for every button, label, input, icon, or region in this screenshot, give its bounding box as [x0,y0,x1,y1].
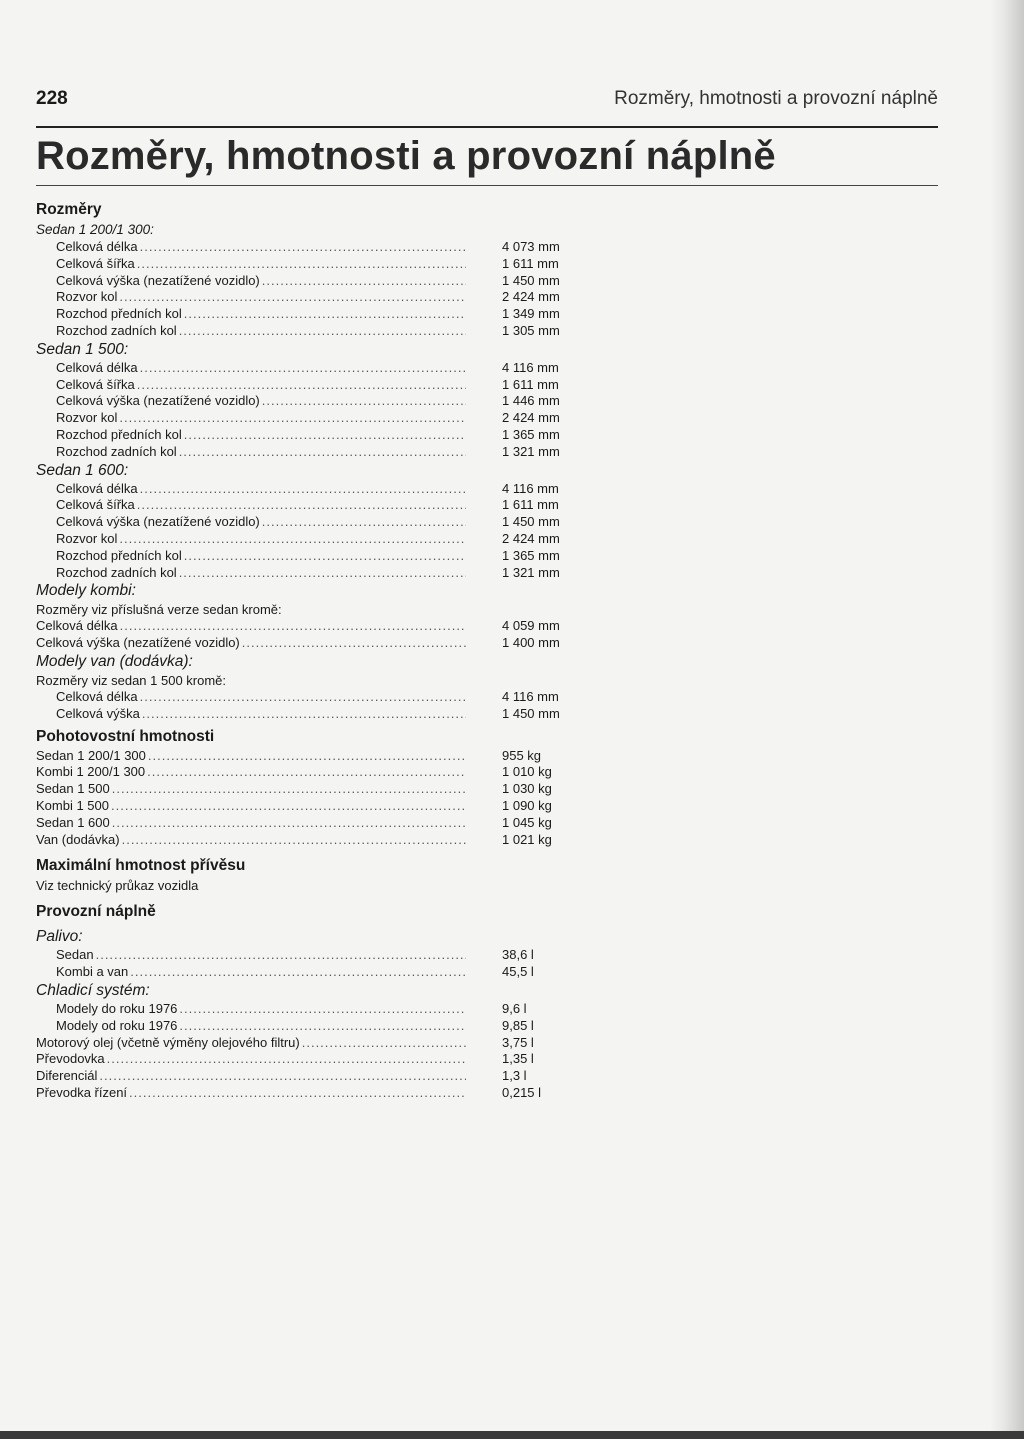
spec-row [36,781,596,798]
spec-row [36,239,596,256]
group-sedan-1600 [36,481,596,582]
spec-value: 1 021 kg [502,831,552,847]
spec-label: Celková výška (nezatížené vozidlo) [36,635,240,651]
spec-value: 4 116 mm [502,688,559,704]
spec-value: 1 030 kg [502,781,552,797]
spec-value: 1 450 mm [502,272,560,288]
spec-row [36,748,596,765]
spec-label: Rozchod předních kol [56,306,182,322]
leader-dots [119,410,466,427]
subheading-palivo: Palivo: [36,928,83,946]
group-kombi [36,618,596,652]
spec-content [36,196,596,1102]
spec-label: Celková výška (nezatížené vozidlo) [56,272,260,288]
leader-dots [130,964,466,981]
spec-row [36,444,596,461]
group-chlazeni [36,1001,596,1035]
spec-label: Celková délka [36,618,118,634]
leader-dots [242,635,466,652]
spec-row [36,481,596,498]
spec-row [36,964,596,981]
section-heading-hmotnosti: Pohotovostní hmotnosti [36,727,215,745]
spec-row [36,531,596,548]
spec-label: Sedan [56,947,94,963]
spec-value: 9,6 l [502,1000,527,1016]
spec-row [36,393,596,410]
spec-row [36,618,596,635]
group-ostatni [36,1035,596,1102]
leader-dots [119,531,466,548]
spec-label: Celková délka [56,688,138,704]
spec-value: 9,85 l [502,1017,534,1033]
leader-dots [262,393,466,410]
spec-row [36,360,596,377]
leader-dots [148,748,466,765]
spec-label: Celková délka [56,480,138,496]
spec-row [36,497,596,514]
spec-value: 45,5 l [502,964,534,980]
subheading-kombi: Modely kombi: [36,582,136,600]
leader-dots [184,306,466,323]
leader-dots [262,514,466,531]
leader-dots [179,1018,466,1035]
leader-dots [179,444,466,461]
spec-label: Celková výška (nezatížené vozidlo) [56,514,260,530]
leader-dots [147,764,466,781]
page-title: Rozměry, hmotnosti a provozní náplně [36,134,776,178]
leader-dots [137,377,466,394]
spec-label: Sedan 1 600 [36,814,110,830]
leader-dots [302,1035,466,1052]
spec-value: 3,75 l [502,1034,534,1050]
leader-dots [140,481,466,498]
leader-dots [122,832,466,849]
spec-row [36,306,596,323]
spec-value: 2 424 mm [502,410,560,426]
spec-row [36,689,596,706]
title-rule [36,185,938,186]
leader-dots [142,706,466,723]
spec-label: Celková délka [56,239,138,254]
spec-value: 1 045 kg [502,814,552,830]
spec-value: 1 611 mm [502,255,559,271]
leader-dots [262,273,466,290]
leader-dots [184,427,466,444]
spec-row [36,1035,596,1052]
spec-label: Modely od roku 1976 [56,1017,178,1033]
leader-dots [120,618,466,635]
page-edge-shadow [990,0,1024,1439]
spec-value: 1 321 mm [502,443,560,459]
leader-dots [107,1051,466,1068]
group-palivo [36,947,596,981]
spec-value: 1 321 mm [502,564,560,580]
leader-dots [179,565,466,582]
subheading-chlazeni: Chladicí systém: [36,981,150,999]
spec-value: 4 116 mm [502,359,559,375]
leader-dots [99,1068,466,1085]
spec-value: 1 450 mm [502,514,560,530]
leader-dots [140,689,466,706]
group-sedan-1500 [36,360,596,461]
spec-label: Sedan 1 500 [36,781,110,797]
spec-value: 4 116 mm [502,480,559,496]
spec-row [36,323,596,340]
spec-row [36,1085,596,1102]
spec-value: 4 059 mm [502,618,560,634]
spec-row [36,514,596,531]
spec-row [36,273,596,290]
spec-row [36,565,596,582]
note-van: Rozměry viz sedan 1 500 kromě: [36,672,227,688]
subheading-van: Modely van (dodávka): [36,652,193,670]
page-number: 228 [36,88,68,109]
spec-row [36,410,596,427]
note-kombi: Rozměry viz příslušná verze sedan kromě: [36,602,282,618]
spec-row [36,377,596,394]
leader-dots [137,256,466,273]
spec-label: Kombi 1 200/1 300 [36,764,146,780]
spec-row [36,798,596,815]
spec-label: Rozvor kol [56,289,118,305]
spec-value: 955 kg [502,747,542,763]
spec-value: 1,3 l [502,1068,527,1084]
spec-row [36,427,596,444]
spec-label: Sedan 1 200/1 300 [36,747,146,763]
spec-value: 1 400 mm [502,635,560,651]
subheading-sedan-1600: Sedan 1 600: [36,461,129,479]
spec-value: 1 349 mm [502,306,560,322]
spec-value: 1 611 mm [502,497,559,513]
spec-label: Kombi a van [56,964,129,980]
spec-value: 38,6 l [502,947,534,963]
spec-value: 0,215 l [502,1084,542,1100]
spec-value: 2 424 mm [502,530,560,546]
spec-value: 2 424 mm [502,289,560,305]
leader-dots [137,497,466,514]
top-rule [36,126,938,128]
spec-row [36,706,596,723]
spec-label: Celková šířka [56,376,135,392]
spec-label: Rozchod zadních kol [56,322,177,338]
leader-dots [119,289,466,306]
note-privesy: Viz technický průkaz vozidla [36,878,199,894]
spec-label: Celková výška (nezatížené vozidlo) [56,393,260,409]
spec-label: Převodka řízení [36,1084,128,1100]
leader-dots [140,239,466,256]
spec-value: 1,35 l [502,1051,534,1067]
spec-row [36,635,596,652]
spec-label: Rozvor kol [56,530,118,546]
section-heading-napln: Provozní náplně [36,903,156,921]
subheading-sedan-1200: Sedan 1 200/1 300: [36,222,154,237]
section-heading-rozmery: Rozměry [36,201,102,218]
spec-value: 1 446 mm [502,393,560,409]
spec-value: 4 073 mm [502,239,560,254]
spec-row [36,947,596,964]
spec-label: Celková výška [56,705,140,721]
leader-dots [140,360,466,377]
spec-label: Rozvor kol [56,410,118,426]
scan-bottom-edge [0,1431,1024,1439]
spec-row [36,832,596,849]
leader-dots [111,798,466,815]
group-sedan-1200 [36,239,596,340]
spec-label: Modely do roku 1976 [56,1000,178,1016]
group-van [36,689,596,723]
spec-row [36,764,596,781]
spec-label: Převodovka [36,1051,105,1067]
running-head: Rozměry, hmotnosti a provozní náplně [614,88,938,109]
spec-value: 1 365 mm [502,426,560,442]
spec-row [36,815,596,832]
spec-label: Celková délka [56,359,138,375]
spec-value: 1 611 mm [502,376,559,392]
leader-dots [184,548,466,565]
spec-row [36,1068,596,1085]
leader-dots [179,1001,466,1018]
spec-label: Van (dodávka) [36,831,120,847]
section-heading-privesy: Maximální hmotnost přívěsu [36,857,246,875]
subheading-sedan-1500: Sedan 1 500: [36,340,129,358]
spec-value: 1 450 mm [502,705,560,721]
spec-label: Rozchod předních kol [56,547,182,563]
spec-label: Rozchod předních kol [56,426,182,442]
spec-label: Rozchod zadních kol [56,443,177,459]
leader-dots [112,781,466,798]
spec-label: Celková šířka [56,497,135,513]
spec-value: 1 305 mm [502,322,560,338]
spec-value: 1 090 kg [502,797,552,813]
leader-dots [129,1085,466,1102]
leader-dots [112,815,466,832]
spec-row [36,289,596,306]
leader-dots [96,947,466,964]
leader-dots [179,323,466,340]
spec-label: Rozchod zadních kol [56,564,177,580]
spec-label: Celková šířka [56,255,135,271]
spec-row [36,548,596,565]
group-hmotnosti [36,748,596,849]
spec-label: Motorový olej (včetně výměny olejového filtru) [36,1034,300,1050]
spec-label: Diferenciál [36,1068,98,1084]
spec-label: Kombi 1 500 [36,797,109,813]
spec-row [36,1018,596,1035]
spec-value: 1 365 mm [502,547,560,563]
spec-row [36,1001,596,1018]
spec-row [36,256,596,273]
spec-row [36,1051,596,1068]
spec-value: 1 010 kg [502,764,552,780]
